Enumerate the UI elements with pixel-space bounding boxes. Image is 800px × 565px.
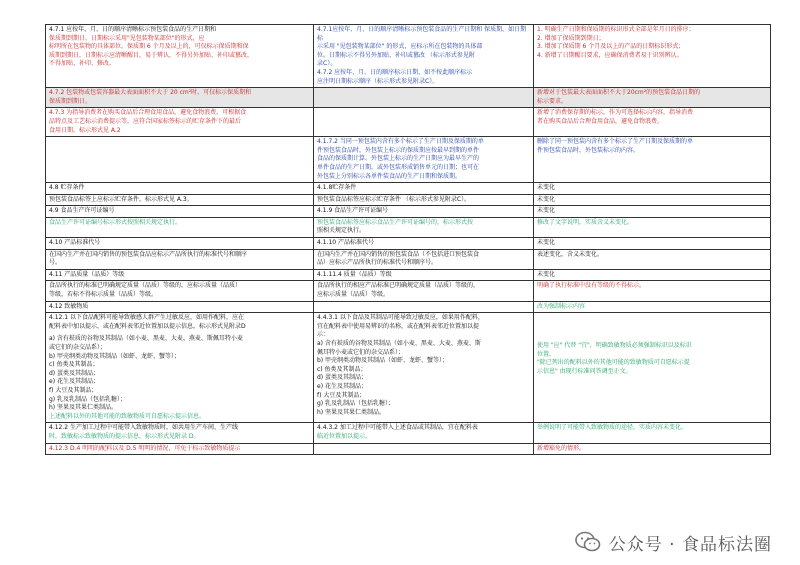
draft-standard-cell <box>314 183 534 195</box>
table-row <box>46 313 771 423</box>
cell-text-line: 1. 明确生产日期和保质期的标识形式全部是年月日的排序； <box>537 26 695 33</box>
table-row <box>46 108 771 137</box>
current-standard-cell <box>46 313 314 423</box>
table-row <box>46 217 771 237</box>
draft-standard-cell <box>314 301 534 313</box>
cell-text-line: 4.1.10 产品标准代号 <box>317 239 374 247</box>
change-note-cell <box>534 301 771 313</box>
cell-text-line: e) 花生及其制品； <box>317 382 367 390</box>
table-row <box>46 281 771 301</box>
draft-standard-cell <box>314 443 534 455</box>
cell-text-line: 改为强制标示内容 <box>537 302 586 310</box>
cell-text-line: 宜在配料表中使用易辨识的名称，或在配料表邻近位置加以提 <box>317 322 480 330</box>
cell-text-line: 或它们的杂交品系）； <box>49 344 107 351</box>
cell-text-line: 录C）。 <box>317 60 337 68</box>
cell-text-line: 外包装上分别标示各单件装食品的生产日期和保质期。 <box>317 172 462 180</box>
draft-standard-cell <box>314 108 534 137</box>
cell-text-line: 4.10 产品标准代号 <box>49 239 101 247</box>
cell-text-line: 时，致敏标示致敏物质的提示信息，标示形式见附录 D。 <box>49 432 200 440</box>
comparison-table-body <box>46 25 771 455</box>
cell-text-line: e) 花生及其制品； <box>49 378 99 386</box>
cell-text-line: 号。 <box>49 259 62 267</box>
cell-text-line: 3. 增加了保质期 6 个月及以上的产品的日期标识形式； <box>537 43 685 51</box>
cell-text-line: 在国内生产并在国内销售的预包装食品应标示产品所执行的标准代号和顺序 <box>49 250 248 258</box>
change-note-cell <box>534 206 771 218</box>
table-row <box>46 443 771 455</box>
draft-standard-cell <box>314 88 534 108</box>
cell-text-line: 标示要求。 <box>537 97 568 105</box>
cell-text-line: 预包装食品标签应标示食品生产许可证编号的，标示形式按 <box>317 218 474 226</box>
cell-text-line: 4.4.3.2 加工过程中可能带入上述食品或其制品，宜在配料表 <box>317 424 478 432</box>
cell-text-line: f) 大豆及其制品； <box>49 386 98 394</box>
cell-text-line: 明确了执行标准中没有等级的不得标示。 <box>537 282 646 290</box>
draft-standard-cell <box>314 281 534 301</box>
current-standard-cell <box>46 25 314 88</box>
cell-text-line: 未变化 <box>537 207 556 215</box>
change-note-cell <box>534 217 771 237</box>
watermark <box>575 527 772 557</box>
change-note-cell <box>534 25 771 88</box>
table-row <box>46 194 771 206</box>
cell-text-line: a) 含有麸质的谷物及其制品（如小麦、黑麦、大麦、燕麦、斯 <box>317 340 481 347</box>
draft-standard-cell <box>314 194 534 206</box>
cell-text-line: 举例说明了可能带入致敏物质的途径，实质内容未变化。 <box>537 424 688 432</box>
change-note-cell <box>534 269 771 281</box>
cell-text-line: 4.8 贮存条件 <box>49 184 85 192</box>
cell-text-line: 位置。 <box>537 350 556 358</box>
cell-text-line: 佩耳特小麦或它们的杂交品系）； <box>317 348 405 356</box>
cell-text-line: g) 乳及乳制品（包括乳糖）； <box>49 395 127 403</box>
table-row <box>46 137 771 183</box>
change-note-cell <box>534 443 771 455</box>
cell-text-line: 4.12.3 D.4 明明的配料以及 D.5 明明的情况，可免于标示致敏物质提示 <box>49 444 241 452</box>
cell-text-line: 4.12.1 以下食品配料可能导致敏感人群产生过敏反应，如用作配料，应在 <box>49 314 244 322</box>
table-row <box>46 206 771 218</box>
current-standard-cell <box>46 183 314 195</box>
change-note-cell <box>534 137 771 183</box>
draft-standard-cell <box>314 269 534 281</box>
cell-text-line: 4.1.8贮存条件 <box>317 184 357 192</box>
cell-text-line: 4.7.2 应按年、月、日的顺序标示日期，如不按此顺序标示 <box>317 68 473 76</box>
cell-text-line: 修改了文字说明，实质含义未变化。 <box>537 218 634 226</box>
cell-text-line: 示： <box>317 331 330 339</box>
cell-text-line: 4.7.1 应按年、月、日的顺序清晰标示预包装食品的生产日期和 <box>49 26 217 33</box>
cell-text-line: 示信息" 由现行标准问答调至正文。 <box>537 368 632 375</box>
current-standard-cell <box>46 249 314 269</box>
cell-text-line: 4.12.2 生产加工过程中可能带入致敏物质时，如共用生产车间、生产线 <box>49 424 238 432</box>
cell-text-line: h) 坚果及其果仁类制品。 <box>49 404 118 412</box>
cell-text-line: 新增对于包装最大表面面积不大于20cm²的预包装食品日期的 <box>537 89 701 97</box>
current-standard-cell <box>46 108 314 137</box>
cell-text-line: 4.1.7.2 当同一预包装内含有多个标示了生产日期及保质期的单 <box>317 138 484 146</box>
cell-text-line: c) 鱼类及其制品； <box>317 365 367 373</box>
cell-text-line: 4. 新增了日期醒目要求，应确保消费者易于识别辨认。 <box>537 51 683 59</box>
current-standard-cell <box>46 137 314 183</box>
cell-text-line: 应注明日期标示顺序（标示形式参见附录C）。 <box>317 77 439 85</box>
cell-text-line: 品）应标示产品所执行的标准代号和顺序号。 <box>317 259 438 267</box>
cell-text-line: 品特点及工艺标示消费提示等，应符合国家标签标示的贮存条件下的最后 <box>49 117 242 125</box>
cell-text-line: 未变化 <box>537 195 556 203</box>
cell-text-line: 新增了消费保存期的标示，作为可选择标示内容，指导消费 <box>537 109 694 117</box>
cell-text-line: 新增豁免的情形。 <box>537 444 586 452</box>
current-standard-cell <box>46 301 314 313</box>
watermark-text: 公众号 · 食品标法圈 <box>608 534 772 555</box>
change-note-cell <box>534 238 771 250</box>
current-standard-cell <box>46 238 314 250</box>
draft-standard-cell <box>314 313 534 423</box>
comparison-table <box>45 24 771 455</box>
cell-text-line: 4.9 食品生产许可证编号 <box>49 207 115 215</box>
change-note-cell <box>534 183 771 195</box>
cell-text-line: 标明所在包装物的具体部位。保质期 6 个月及以上的，可仅标示保质期和保 <box>49 43 249 51</box>
cell-text-line: 食品生产许可证编号标示形式按照相关规定执行。 <box>49 218 182 226</box>
cell-text-line: d) 蛋类及其制品； <box>317 374 368 382</box>
table-row <box>46 183 771 195</box>
cell-text-line: 应标示质量（品质）等级。 <box>317 291 390 299</box>
cell-text-line: h) 坚果及其果仁类制品。 <box>317 408 386 416</box>
cell-text-line: 示采用 "见包装物某部位" 的形式，应标示所在包装物的具体部 <box>317 43 483 51</box>
cell-text-line: 位。日期标示不得另外加贴、补印或篡改 （标示形式参见附 <box>317 51 475 59</box>
table-row <box>46 423 771 443</box>
table-row <box>46 249 771 269</box>
draft-standard-cell <box>314 217 534 237</box>
cell-text-line: 食品所执行的标准已明确规定质量（品质）等级的，应标示质量（品质） <box>49 282 242 290</box>
cell-text-line: 不得加贴、补印、修改。 <box>49 60 116 68</box>
cell-text-line: 质期到期日，日期标示应清晰醒目，易于辨认，不得另外加贴、补印或篡改， <box>49 51 254 59</box>
cell-text-line: 件预包装食品时，外包装上标示的保质期应按最早到期的单件 <box>317 146 480 154</box>
current-standard-cell <box>46 88 314 108</box>
change-note-cell <box>534 88 771 108</box>
change-note-cell <box>534 108 771 137</box>
cell-text-line: 在国内生产并在国内销售的预包装食品（不包括进口预包装食 <box>317 250 480 258</box>
draft-standard-cell <box>314 25 534 88</box>
cell-text-line: 4.12 致敏物质 <box>49 302 89 310</box>
current-standard-cell <box>46 269 314 281</box>
cell-text-line: 未变化 <box>537 270 556 278</box>
wechat-icon <box>575 531 601 553</box>
table-row <box>46 238 771 250</box>
cell-text-line: f) 大豆及其制品； <box>317 391 366 399</box>
table-row <box>46 269 771 281</box>
cell-text-line: 4.7.2 包装物或包装容器最大表面面积不大于 20 cm²时，可仅标示保质期和 <box>49 89 252 97</box>
table-row <box>46 301 771 313</box>
current-standard-cell <box>46 281 314 301</box>
change-note-cell <box>534 313 771 423</box>
cell-text-line: 配料表中加以提示，或在配料表邻近位置加以提示信息。标示形式见附录D <box>49 322 246 330</box>
cell-text-line: a) 含有麸质的谷物及其制品（如小麦、黑麦、大麦、燕麦、斯佩耳特小麦 <box>49 335 243 343</box>
cell-text-line: 保质期到期日。 <box>49 97 92 105</box>
cell-text-line: 预包装食品标签应标示贮存条件 （标示形式参见附录C）。 <box>317 195 471 203</box>
current-standard-cell <box>46 194 314 206</box>
cell-text-line: b) 甲壳纲类动物及其制品（如虾、龙虾、蟹等）； <box>317 357 449 365</box>
cell-text-line: 保质期到期日。日期标示采用"见包装物某部位"的形式，应 <box>49 34 205 42</box>
cell-text-line: 食用日期。标示形式见 A.2 <box>49 126 121 134</box>
cell-text-line: 单件食品的生产日期，或外包装形成销售单元的日期；也可在 <box>317 163 480 171</box>
draft-standard-cell <box>314 249 534 269</box>
cell-text-line: 者在购买食品后合理食用食品，避免食物浪费。 <box>537 117 664 125</box>
cell-text-line: 4.1.9 食品生产许可证编号 <box>317 207 389 215</box>
cell-text-line: 等级，若标不得标示质量（品质）等级。 <box>49 291 158 299</box>
change-note-cell <box>534 281 771 301</box>
cell-text-line: 临近位置加以提示。 <box>317 432 372 440</box>
cell-text-line: 食品所执行的相应产品标准已明确规定质量（品质）等级的， <box>317 282 480 290</box>
cell-text-line: 使用 "应" 代替 "宜"，明确致敏物质必须强制标识以及标识 <box>537 342 692 350</box>
change-note-cell <box>534 423 771 443</box>
cell-text-line: 4.11 产品质量（品质）等级 <box>49 270 125 278</box>
cell-text-line: "除已列出的配料以外的其他可能的致敏物质可自愿标示提 <box>537 359 690 367</box>
current-standard-cell <box>46 217 314 237</box>
cell-text-line: 4.7.3 为指导消费者在购买食品后合理食用食品，避免食物浪费，可根据食 <box>49 109 247 117</box>
table-row <box>46 88 771 108</box>
cell-text-line: 表述变化，含义未变化。 <box>537 250 604 258</box>
change-note-cell <box>534 194 771 206</box>
cell-text-line: 2. 增加了保质期到期日； <box>537 34 605 42</box>
cell-text-line: 预包装食品标签上应标示贮存条件，标示形式见 A.3。 <box>49 195 193 203</box>
draft-standard-cell <box>314 137 534 183</box>
cell-text-line: 4.4.3.1 以下食品及其制品可能导致过敏反应，如果用作配料， <box>317 314 484 322</box>
cell-text-line: g) 乳及乳制品（包括乳糖）； <box>317 400 395 408</box>
cell-text-line: 上述配料以外的其他可能的致敏物质可自愿标示提示信息。 <box>49 412 206 420</box>
cell-text-line: 件预包装食品时，外包装标示的内容。 <box>537 146 640 154</box>
draft-standard-cell <box>314 238 534 250</box>
cell-text-line: 未变化 <box>537 184 556 192</box>
cell-text-line: c) 鱼类及其制品； <box>49 361 99 369</box>
cell-text-line: 未变化 <box>537 239 556 247</box>
cell-text-line: 4.7.1应按年、月、日的顺序清晰标示预包装食品的生产日期和 保质期。如日期标 <box>317 26 527 42</box>
table-row <box>46 25 771 88</box>
cell-text-line: 照相关规定执行。 <box>317 227 366 235</box>
draft-standard-cell <box>314 423 534 443</box>
draft-standard-cell <box>314 206 534 218</box>
cell-text-line: 删除了同一预包装内含有多个标示了生产日期及保质期的单 <box>537 138 694 146</box>
cell-text-line: 食品的保质期计算。外包装上标示的生产日期应为最早生产的 <box>317 155 480 163</box>
cell-text-line: 4.1.11.4 质量（品质）等级 <box>317 270 392 278</box>
current-standard-cell <box>46 443 314 455</box>
cell-text-line: b) 甲壳纲类动物及其制品（如虾、龙虾、蟹等）； <box>49 352 181 360</box>
current-standard-cell <box>46 423 314 443</box>
current-standard-cell <box>46 206 314 218</box>
change-note-cell <box>534 249 771 269</box>
cell-text-line: d) 蛋类及其制品； <box>49 369 100 377</box>
